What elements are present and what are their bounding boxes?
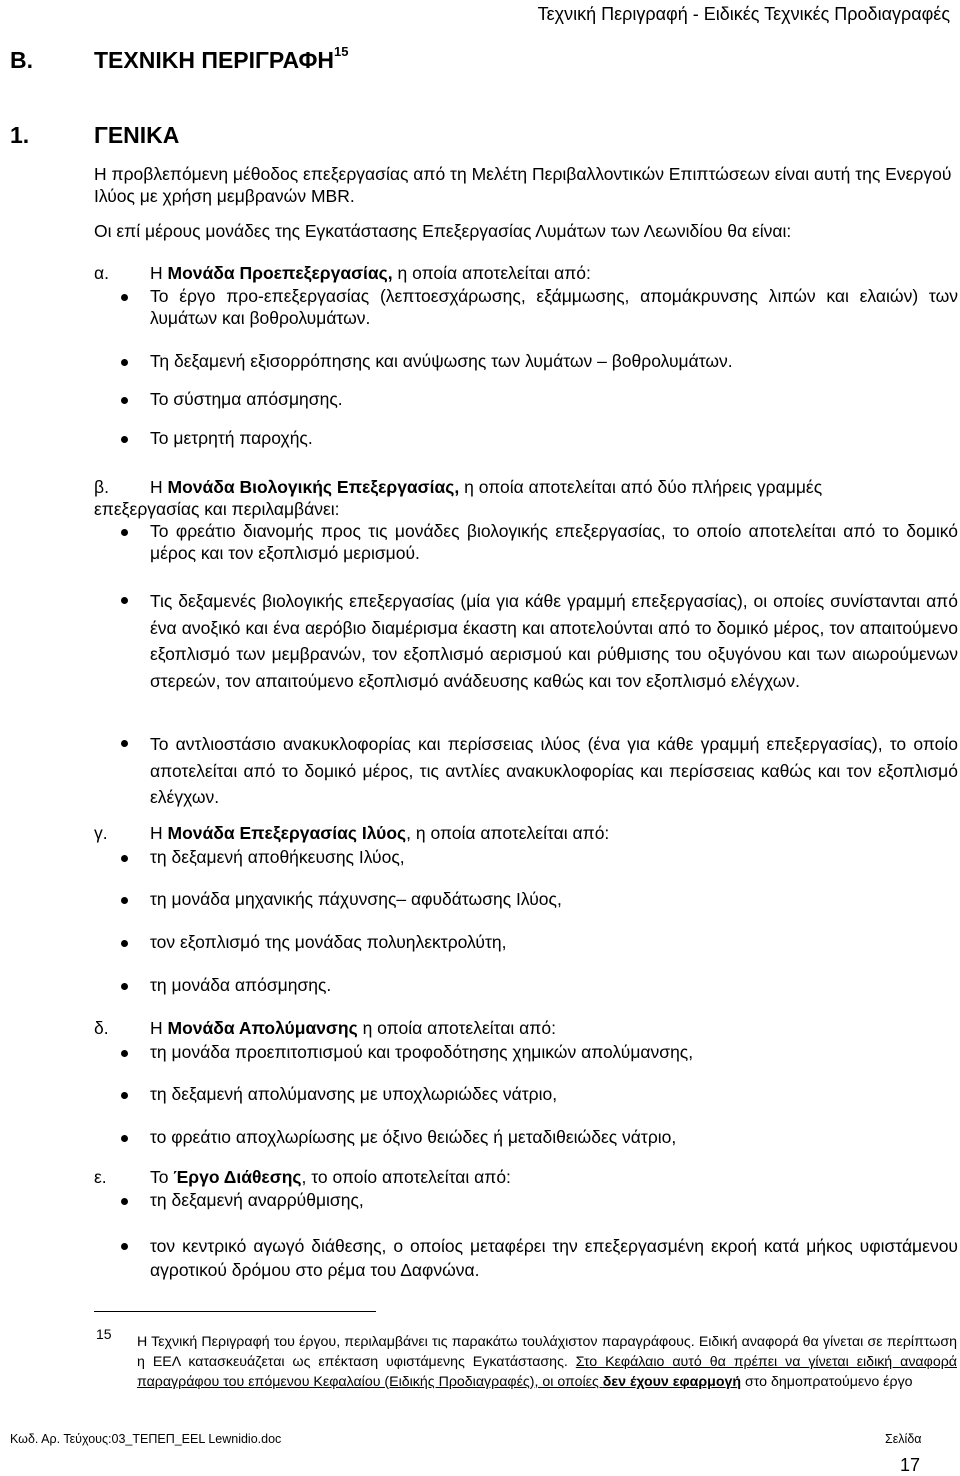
- list-item: τον εξοπλισμό της μονάδας πολυηλεκτρολύτη,: [150, 932, 507, 952]
- bullet-icon: [121, 855, 128, 862]
- bullet-icon: [121, 1050, 128, 1057]
- unit-d-title: Η Μονάδα Απολύμανσης η οποία αποτελείται από:: [150, 1018, 556, 1038]
- running-header: Τεχνική Περιγραφή - Ειδικές Τεχνικές Προδιαγραφές: [537, 4, 950, 24]
- footnote-text: Η Τεχνική Περιγραφή του έργου, περιλαμβάνει τις παρακάτω τουλάχιστον παραγράφους. Ειδική αναφορά θα γίνεται σε περίπτωση η ΕΕΛ κατασκευάζεται ως επέκταση υφιστάμενης Εγκατάστασης. Στο Κεφάλαιο αυτό θα πρέπει να γίνεται ειδική αναφορά παραγράφου του επόμενου Κεφαλαίου (Ειδικής Προδιαγραφές), οι οποίες δεν έχουν εφαρμογή στο δημοπρατούμενο έργο: [137, 1334, 957, 1390]
- unit-b-title: Η Μονάδα Βιολογικής Επεξεργασίας, η οποία αποτελείται από δύο πλήρεις γραμμές: [150, 477, 823, 497]
- unit-a-name: Μονάδα Προεπεξεργασίας,: [167, 263, 393, 283]
- list-item: τη δεξαμενή αποθήκευσης Ιλύος,: [150, 847, 405, 867]
- page-number: 17: [900, 1455, 921, 1475]
- footnote-reference[interactable]: 15: [333, 44, 349, 59]
- unit-d-name: Μονάδα Απολύμανσης: [167, 1018, 358, 1038]
- section-number: Β.: [10, 47, 33, 73]
- list-item: Τη δεξαμενή εξισορρόπησης και ανύψωσης των λυμάτων – βοθρολυμάτων.: [150, 351, 733, 371]
- list-item: τον κεντρικό αγωγό διάθεσης, ο οποίος μεταφέρει την επεξεργασμένη εκροή κατά μήκος υφιστάμενου αγροτικού δρόμου στο ρέμα του Δαφνώνα.: [150, 1236, 958, 1280]
- bullet-icon: [121, 597, 128, 604]
- bullet-icon: [121, 897, 128, 904]
- list-item: Το έργο προ-επεξεργασίας (λεπτοεσχάρωσης, εξάμμωσης, απομάκρυνσης λιπών και ελαιών) των λυμάτων και βοθρολυμάτων.: [150, 286, 958, 328]
- list-item: Το μετρητή παροχής.: [150, 428, 313, 448]
- bullet-icon: [121, 1198, 128, 1205]
- list-item: τη μονάδα απόσμησης.: [150, 975, 332, 995]
- list-item: τη μονάδα μηχανικής πάχυνσης– αφυδάτωσης Ιλύος,: [150, 889, 562, 909]
- subsection-title: ΓΕΝΙΚΑ: [94, 122, 180, 148]
- item-letter-c: γ.: [94, 823, 108, 843]
- bullet-icon: [121, 740, 128, 747]
- subsection-number: 1.: [10, 122, 30, 148]
- bullet-icon: [121, 529, 128, 536]
- intro-paragraph-1: Η προβλεπόμενη μέθοδος επεξεργασίας από τη Μελέτη Περιβαλλοντικών Επιπτώσεων είναι αυτή της Ενεργού Ιλύος με χρήση μεμβρανών MBR.: [94, 164, 952, 206]
- subsection-heading: [10, 122, 179, 149]
- bullet-icon: [121, 1243, 128, 1250]
- item-letter-a: α.: [94, 263, 109, 283]
- bullet-icon: [121, 983, 128, 990]
- bullet-icon: [121, 1092, 128, 1099]
- unit-e-title: Το Έργο Διάθεσης, το οποίο αποτελείται από:: [150, 1167, 511, 1187]
- list-item: Το αντλιοστάσιο ανακυκλοφορίας και περίσσειας ιλύος (ένα για κάθε γραμμή επεξεργασίας), το οποίο αποτελείται από το δομικό μέρος, τις αντλίες ανακυκλοφορίας και περίσσειας καθώς και τον εξοπλισμό ελέγχων.: [150, 734, 958, 807]
- section-heading: [10, 44, 348, 74]
- list-item: Τις δεξαμενές βιολογικής επεξεργασίας (μία για κάθε γραμμή επεξεργασίας), οι οποίες συνίστανται από ένα ανοξικό και ένα αερόβιο διαμέρισμα έκαστη και αποτελούνται από το δομικό μέρος, τον απαιτούμενο εξοπλισμό των μεμβρανών, τον εξοπλισμό αερισμού και ρύθμισης του οξυγόνου και των αιωρούμενων στερεών, τον απαιτούμενο εξοπλισμό ανάδευσης καθώς και τον εξοπλισμό ελέγχων.: [150, 591, 958, 691]
- unit-e-name: Έργο Διάθεσης: [173, 1167, 302, 1187]
- footnote-number: 15: [96, 1326, 112, 1342]
- unit-c-title: Η Μονάδα Επεξεργασίας Ιλύος, η οποία αποτελείται από:: [150, 823, 610, 843]
- bullet-icon: [121, 436, 128, 443]
- item-letter-e: ε.: [94, 1167, 107, 1187]
- list-item: το φρεάτιο αποχλωρίωσης με όξινο θειώδες ή μεταδιθειώδες νάτριο,: [150, 1127, 677, 1147]
- section-title: ΤΕΧΝΙΚΗ ΠΕΡΙΓΡΑΦΗ: [94, 47, 334, 73]
- unit-a-title: Η Μονάδα Προεπεξεργασίας, η οποία αποτελείται από:: [150, 263, 591, 283]
- unit-b-name: Μονάδα Βιολογικής Επεξεργασίας,: [167, 477, 460, 497]
- list-item: τη δεξαμενή απολύμανσης με υποχλωριώδες νάτριο,: [150, 1084, 558, 1104]
- page-label: Σελίδα: [885, 1432, 922, 1446]
- bullet-icon: [121, 294, 128, 301]
- intro-paragraph-2: Οι επί μέρους μονάδες της Εγκατάστασης Επεξεργασίας Λυμάτων των Λεωνιδίου θα είναι:: [94, 221, 792, 241]
- unit-c-name: Μονάδα Επεξεργασίας Ιλύος: [167, 823, 407, 843]
- bullet-icon: [121, 1135, 128, 1142]
- footnote-separator: [94, 1311, 376, 1312]
- bullet-icon: [121, 359, 128, 366]
- item-letter-d: δ.: [94, 1018, 109, 1038]
- list-item: Το σύστημα απόσμησης.: [150, 389, 343, 409]
- bullet-icon: [121, 397, 128, 404]
- document-code: Κωδ. Αρ. Τεύχους:03_ΤΕΠΕΠ_ΕΕL Lewnidio.doc: [10, 1432, 282, 1446]
- bullet-icon: [121, 940, 128, 947]
- list-item: Το φρεάτιο διανομής προς τις μονάδες βιολογικής επεξεργασίας, το οποίο αποτελείται από το δομικό μέρος και τον εξοπλισμό μερισμού.: [150, 521, 958, 563]
- list-item: τη μονάδα προεπιτοπισμού και τροφοδότησης χημικών απολύμανσης,: [150, 1042, 694, 1062]
- unit-b-title-cont: επεξεργασίας και περιλαμβάνει:: [94, 499, 340, 519]
- item-letter-b: β.: [94, 477, 109, 497]
- list-item: τη δεξαμενή αναρρύθμισης,: [150, 1190, 364, 1210]
